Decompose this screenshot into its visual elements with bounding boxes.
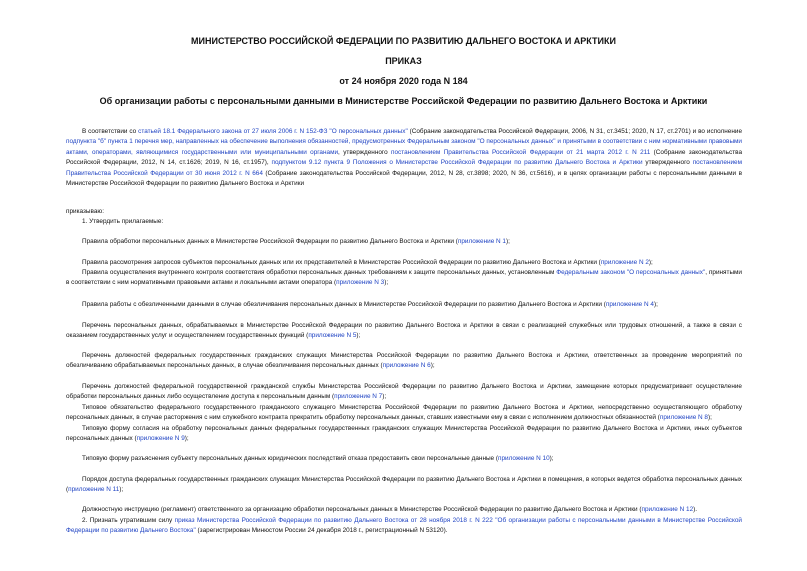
list-item xyxy=(66,382,742,403)
list-item xyxy=(66,475,742,496)
repealed-order-link[interactable]: приказ Министерства Российской Федерации по развитию Дальнего Востока от 28 ноября 2018 г. N 222 "Об организации работы с персональными данными в Министерстве Российской Федерации по развитию Дальнего Востока" xyxy=(66,517,742,535)
appendix-11-link[interactable]: приложение N 11 xyxy=(68,486,120,494)
date-number-heading: от 24 ноября 2020 года N 184 xyxy=(339,76,468,86)
item-tail: ); xyxy=(382,393,387,401)
item-text: Типовую форму согласия на обработку персональных данных федеральных государственных гражданских служащих Министерства Российской Федерации по развитию Дальнего Востока и Арктики, иных субъектов персональных данных ( xyxy=(66,425,742,443)
preamble-text: В соответствии со xyxy=(82,128,139,135)
appendix-1-link[interactable]: приложение N 1 xyxy=(457,238,506,245)
item-text: Типовое обязательство федерального государственного гражданского служащего Министерства Российской Федерации по развитию Дальнего Востока и Арктики, непосредственно осуществляющего обработку персональных данных, в случае расторжения с ним служебного контракта прекратить обработку персональных данных, ставших известными ему в связи с исполнением должностных обязанностей ( xyxy=(66,404,742,422)
resolution-664-link[interactable]: постановлением Правительства Российской Федерации от 30 июня 2012 г. N 664 xyxy=(66,159,742,177)
list-item xyxy=(66,321,742,342)
item-text: Правила осуществления внутреннего контроля соответствия обработки персональных данных требованиям к защите персональных данных, установленным xyxy=(82,269,557,276)
doc-type-heading: ПРИКАЗ xyxy=(385,56,422,66)
appendix-9-link[interactable]: приложение N 9 xyxy=(136,435,185,443)
item-tail: ); xyxy=(430,362,435,370)
preamble-text: (Собрание законодательства Российской Федерации, 2012, N 14, ст.1626; 2019, N 16, ст.1957), xyxy=(66,148,742,167)
list-item xyxy=(66,300,742,310)
item-tail: ); xyxy=(505,238,510,245)
preamble-text: (Собрание законодательства Российской Федерации, 2006, N 31, ст.3451; 2020, N 17, ст.2701) и во исполнение xyxy=(407,128,742,135)
item-text: Должностную инструкцию (регламент) ответственного за организацию обработки персональных данных в Министерстве Российской Федерации по развитию Дальнего Востока и Арктики ( xyxy=(82,506,642,513)
item-tail: ); xyxy=(549,455,554,462)
law-152-link[interactable]: статьей 18.1 Федерального закона от 27 июля 2006 г. N 152-ФЗ "О персональных данных" xyxy=(138,128,408,135)
item-tail: ). xyxy=(693,506,698,513)
appendix-3-link[interactable]: приложение N 3 xyxy=(336,279,385,287)
appendix-10-link[interactable]: приложение N 10 xyxy=(498,455,550,462)
item-tail: ); xyxy=(707,414,712,422)
item-text: Порядок доступа федеральных государственных гражданских служащих Министерства Российской Федерации по развитию Дальнего Востока и Арктики в помещения, в которых ведется обработка персональных данных ( xyxy=(66,476,742,494)
list-item xyxy=(66,505,742,515)
law-personal-data-link[interactable]: Федеральным законом "О персональных данных" xyxy=(556,269,706,276)
list-item xyxy=(66,403,742,424)
item-tail: ); xyxy=(648,259,653,266)
appendix-4-link[interactable]: приложение N 4 xyxy=(605,301,654,308)
resolution-211-link[interactable]: постановлением Правительства Российской Федерации от 21 марта 2012 г. N 211 xyxy=(391,148,651,156)
item-text: Перечень должностей федеральной государственной гражданской службы Министерства Российской Федерации по развитию Дальнего Востока и Арктики, замещение которых предусматривает осуществление обработки персональных данных либо осуществление доступа к персональным данным ( xyxy=(66,383,742,401)
item-text: Перечень должностей федеральных государственных гражданских служащих Министерства Российской Федерации по развитию Дальнего Востока и Арктики, ответственных за проведение мероприятий по обезличиванию обрабатываемых персональных данных, в случае обезличивания персональных данных ( xyxy=(66,352,742,370)
item-text: Типовую форму разъяснения субъекту персональных данных юридических последствий отказа предоставить свои персональные данные ( xyxy=(82,455,499,462)
appendix-7-link[interactable]: приложение N 7 xyxy=(334,393,383,401)
list-item xyxy=(66,258,742,268)
item-2-paragraph xyxy=(66,516,742,537)
list-item xyxy=(66,454,742,464)
list-item xyxy=(66,268,742,289)
appendix-5-link[interactable]: приложение N 5 xyxy=(308,332,357,340)
list-item xyxy=(66,351,742,372)
list-item xyxy=(66,237,742,247)
item-1-intro: 1. Утвердить прилагаемые: xyxy=(82,218,164,225)
appendix-8-link[interactable]: приложение N 8 xyxy=(659,414,708,422)
document-title: Об организации работы с персональными данными в Министерстве Российской Федерации по развитию Дальнего Востока и Арктики xyxy=(99,96,708,106)
ministry-regulation-link[interactable]: подпунктом 9.12 пункта 9 Положения о Министерстве Российской Федерации по развитию Дальнего Востока и Арктики xyxy=(271,159,643,167)
appendix-6-link[interactable]: приложение N 6 xyxy=(382,362,431,370)
item-text: , принятыми в соответствии с ним нормативными правовыми актами и локальными актами оператора ( xyxy=(66,269,743,287)
item-text: 2. Признать утратившим силу xyxy=(82,517,175,524)
item-text: Правила обработки персональных данных в Министерстве Российской Федерации по развитию Дальнего Востока и Арктики ( xyxy=(82,238,458,245)
preamble-paragraph xyxy=(66,127,742,189)
list-item xyxy=(66,424,742,445)
order-word: приказываю: xyxy=(66,208,104,215)
ministry-heading: МИНИСТЕРСТВО РОССИЙСКОЙ ФЕДЕРАЦИИ ПО РАЗВИТИЮ ДАЛЬНЕГО ВОСТОКА И АРКТИКИ xyxy=(191,36,616,46)
appendix-12-link[interactable]: приложение N 12 xyxy=(641,506,694,513)
item-text: Перечень персональных данных, обрабатываемых в Министерстве Российской Федерации по развитию Дальнего Востока и Арктики в связи с реализацией служебных или трудовых отношений, а также в связи с оказанием государственных услуг и осуществлением государственных функций ( xyxy=(66,322,742,340)
item-tail: ); xyxy=(384,279,389,287)
item-tail: (зарегистрирован Минюстом России 24 декабря 2018 г., регистрационный N 53120). xyxy=(195,527,448,535)
item-tail: ); xyxy=(356,332,361,340)
preamble-text: утвержденного xyxy=(642,159,693,167)
measures-list-link[interactable]: подпункта "б" пункта 1 перечня мер, направленных на обеспечение выполнения обязанностей, предусмотренных Федеральным законом "О персональных данных" и принятыми в соответствии с ним нормативными правовыми актами, операторами, являющимися государственными или муниципальными органами xyxy=(66,138,742,156)
item-text: Правила работы с обезличенными данными в случае обезличивания персональных данных в Министерстве Российской Федерации по развитию Дальнего Востока и Арктики ( xyxy=(82,301,606,308)
item-tail: ); xyxy=(653,301,658,308)
preamble-text: , утвержденного xyxy=(338,148,392,156)
appendix-2-link[interactable]: приложение N 2 xyxy=(600,259,649,266)
preamble-text: (Собрание законодательства Российской Федерации, 2012, N 28, ст.3898; 2020, N 36, ст.5616), и в целях организации работы с персональными данными в Министерстве Российской Федерации по развитию Дальнего Востока и Арктики xyxy=(66,169,742,188)
item-text: Правила рассмотрения запросов субъектов персональных данных или их представителей в Министерстве Российской Федерации по развитию Дальнего Востока и Арктики ( xyxy=(82,259,601,266)
item-tail: ); xyxy=(184,435,189,443)
item-tail: ); xyxy=(119,486,124,494)
